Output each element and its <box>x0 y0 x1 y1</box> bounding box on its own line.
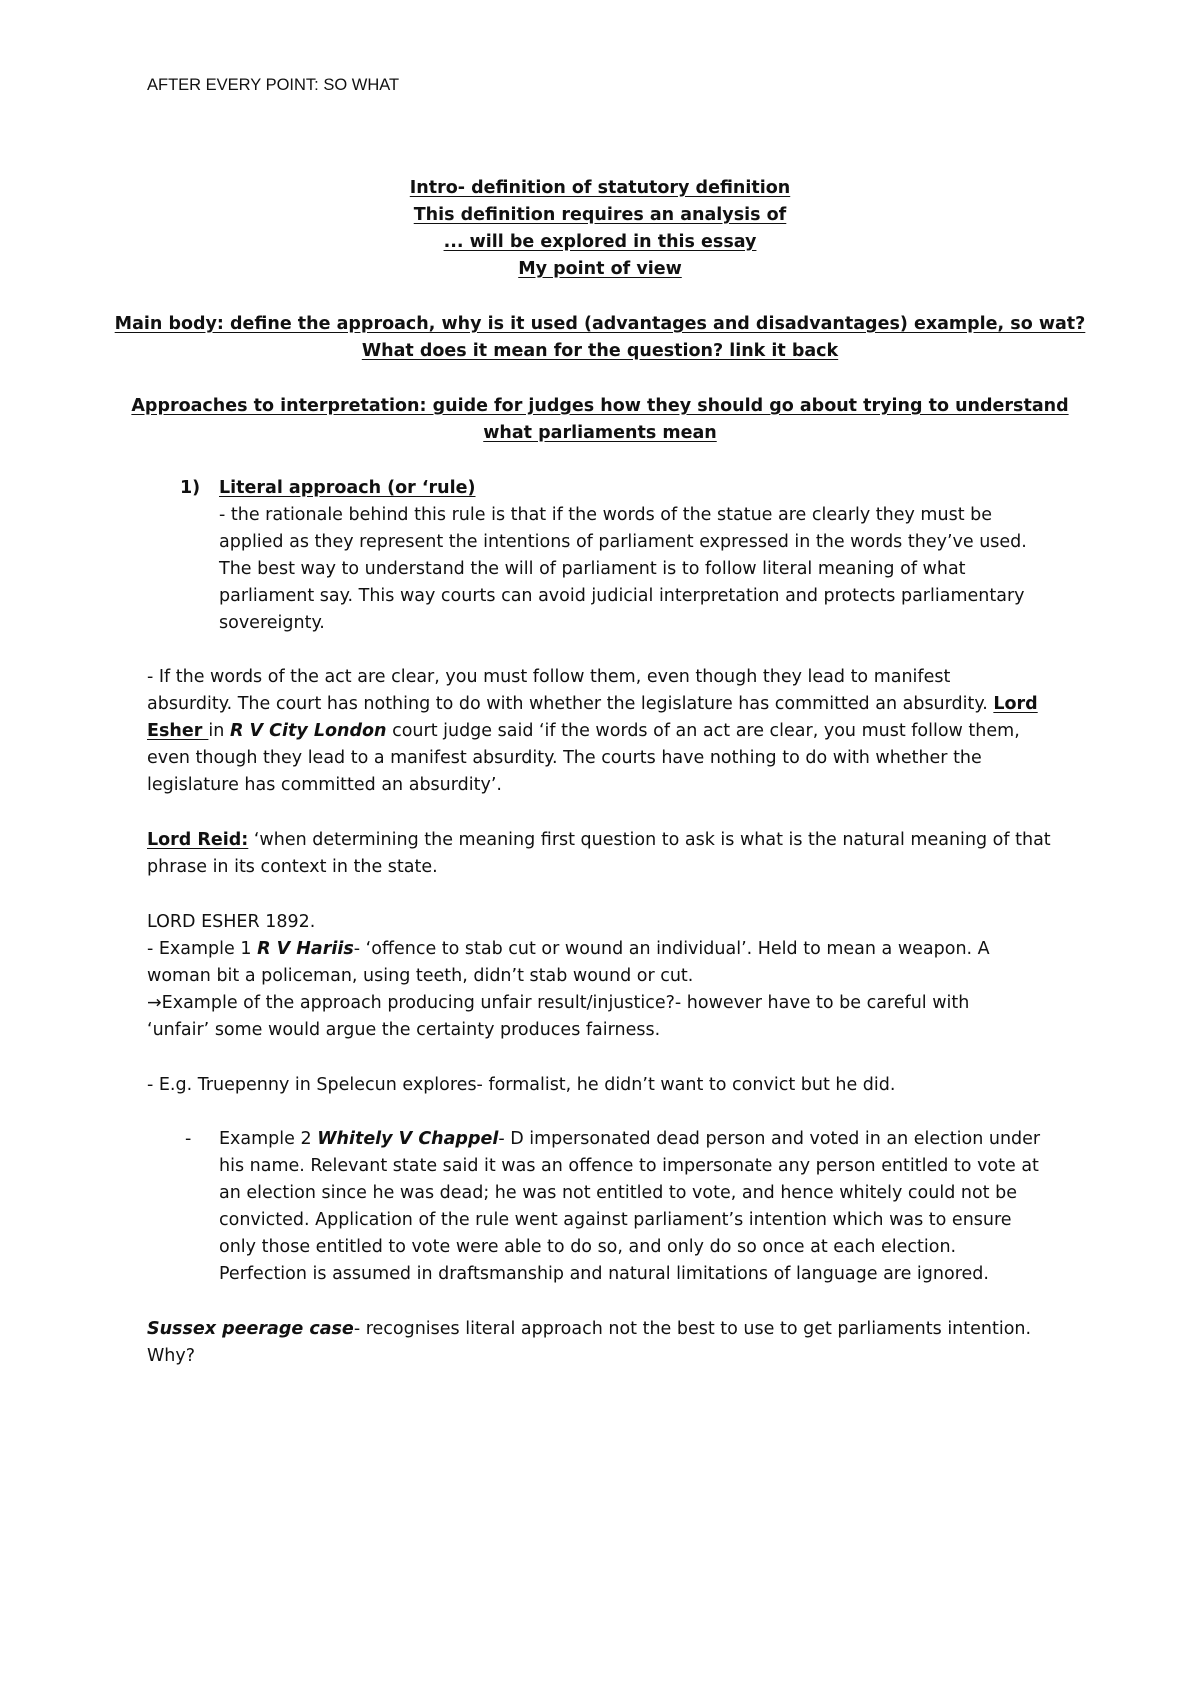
literal-line-4: parliament say. This way courts can avoid judicial interpretation and protects parliamentary <box>219 586 1025 606</box>
esher-1892-title: LORD ESHER 1892. <box>147 912 316 932</box>
example-2-line-4: convicted. Application of the rule went against parliament’s intention which was to ensure <box>219 1210 1012 1230</box>
intro-line-1: Intro- definition of statutory definition <box>409 178 791 198</box>
example-1-line-3-text: Example of the approach producing unfair result/injustice?- however have to be careful with <box>161 993 970 1013</box>
case-sussex-peerage: Sussex peerage case <box>147 1319 354 1339</box>
example-2-line-1 <box>219 1126 1040 1153</box>
sussex-line-1-rest: - recognises literal approach not the best to use to get parliaments intention. <box>353 1319 1032 1339</box>
esher-line-1: - If the words of the act are clear, you must follow them, even though they lead to manifest <box>147 667 951 687</box>
example-1-rest: - ‘offence to stab cut or wound an individual’. Held to mean a weapon. A <box>353 939 990 959</box>
arrow-icon: → <box>147 993 162 1013</box>
esher-line-3-rest: court judge said ‘if the words of an act are clear, you must follow them, <box>386 721 1020 741</box>
literal-approach-heading: Literal approach (or ‘rule) <box>219 478 476 498</box>
esher-line-2-text: absurdity. The court has nothing to do with whether the legislature has committed an absurdity. <box>147 694 994 714</box>
main-body-line-2: What does it mean for the question? link it back <box>361 341 839 361</box>
example-2-rest: - D impersonated dead person and voted in an election under <box>498 1129 1041 1149</box>
example-2-line-3: an election since he was dead; he was not entitled to vote, and hence whitely could not be <box>219 1183 1017 1203</box>
case-whitely-v-chappel: Whitely V Chappel <box>317 1129 499 1149</box>
reid-line-1 <box>147 827 1051 854</box>
esher-in: in <box>208 721 230 741</box>
example-2-line-6: Perfection is assumed in draftsmanship and natural limitations of language are ignored. <box>219 1264 989 1284</box>
list-number-1: 1) <box>180 478 201 498</box>
esher-line-4: even though they lead to a manifest absurdity. The courts have nothing to do with whether the <box>147 748 982 768</box>
intro-line-4: My point of view <box>518 259 682 279</box>
truepenny-line: - E.g. Truepenny in Spelecun explores- formalist, he didn’t want to convict but he did. <box>147 1075 896 1095</box>
esher-line-5: legislature has committed an absurdity’. <box>147 775 502 795</box>
intro-line-3: ... will be explored in this essay <box>443 232 757 252</box>
approaches-line-1: Approaches to interpretation: guide for judges how they should go about trying to understand <box>131 396 1069 416</box>
literal-line-1: - the rationale behind this rule is that if the words of the statue are clearly they must be <box>219 505 992 525</box>
lord-reid-label: Lord Reid: <box>147 830 249 850</box>
esher-line-2 <box>147 691 1038 718</box>
literal-line-3: The best way to understand the will of parliament is to follow literal meaning of what <box>219 559 966 579</box>
header-note: AFTER EVERY POINT: SO WHAT <box>147 76 400 94</box>
literal-line-2: applied as they represent the intentions of parliament expressed in the words they’ve used. <box>219 532 1027 552</box>
example-1-line-4: ‘unfair’ some would argue the certainty produces fairness. <box>147 1020 661 1040</box>
example-1-line-2: woman bit a policeman, using teeth, didn’t stab wound or cut. <box>147 966 694 986</box>
literal-line-5: sovereignty. <box>219 613 325 633</box>
case-r-v-hariis: R V Hariis <box>257 939 354 959</box>
main-body-line-1: Main body: define the approach, why is it used (advantages and disadvantages) example, so wat? <box>114 314 1086 334</box>
example-2-line-2: his name. Relevant state said it was an offence to impersonate any person entitled to vote at <box>219 1156 1039 1176</box>
esher-line-3 <box>147 718 1020 745</box>
example-1-prefix: - Example 1 <box>147 939 258 959</box>
approaches-line-2: what parliaments mean <box>483 423 717 443</box>
sussex-line-1 <box>147 1316 1031 1343</box>
intro-line-2: This definition requires an analysis of <box>413 205 787 225</box>
reid-line-2: phrase in its context in the state. <box>147 857 438 877</box>
example-2-dash: - <box>185 1129 192 1149</box>
sussex-line-2: Why? <box>147 1346 196 1366</box>
example-2-line-5: only those entitled to vote were able to do so, and only do so once at each election. <box>219 1237 957 1257</box>
esher-label: Esher <box>147 721 209 741</box>
lord-label: Lord <box>993 694 1038 714</box>
case-r-v-city-london: R V City London <box>229 721 387 741</box>
example-1-line-3 <box>147 990 969 1017</box>
example-2-prefix: Example 2 <box>219 1129 318 1149</box>
reid-line-1-rest: ‘when determining the meaning first question to ask is what is the natural meaning of that <box>248 830 1051 850</box>
example-1-line-1 <box>147 936 990 963</box>
